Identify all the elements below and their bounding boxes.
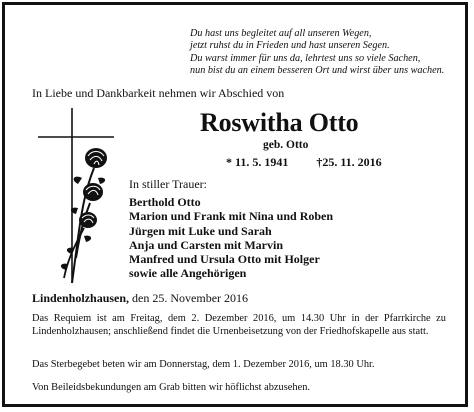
poem-line: Du warst immer für uns da, lehrtest uns so viele Sachen, <box>190 52 421 64</box>
condolence-paragraph: Von Beileidsbekundungen am Grab bitten wir höflichst abzusehen. <box>32 382 310 393</box>
place: Lindenholzhausen, <box>32 291 130 305</box>
place-date <box>32 291 248 306</box>
poem-line: jetzt ruhst du in Frieden und hast unseren Segen. <box>190 40 390 52</box>
maiden-name: geb. Otto <box>263 139 309 151</box>
cross-with-roses-icon <box>38 108 118 288</box>
prayer-paragraph: Das Sterbegebet beten wir am Donnerstag, dem 1. Dezember 2016, um 18.30 Uhr. <box>32 359 375 370</box>
deceased-name: Roswitha Otto <box>200 108 359 137</box>
life-dates <box>226 155 382 170</box>
death-date: †25. 11. 2016 <box>316 155 382 169</box>
mourner-line: Jürgen mit Luke und Sarah <box>129 223 272 238</box>
mourner-line: Manfred und Ursula Otto mit Holger <box>129 252 320 267</box>
poem-line: nun bist du an einem besseren Ort und wirst über uns wachen. <box>190 65 445 77</box>
mourner-line: sowie alle Angehörigen <box>129 266 247 281</box>
birth-date: * 11. 5. 1941 <box>226 155 289 169</box>
poem-line: Du hast uns begleitet auf all unseren Wegen, <box>190 28 372 39</box>
mourner-line: Anja und Carsten mit Marvin <box>129 237 284 252</box>
rose-icon <box>83 183 103 201</box>
mourner-line: Marion und Frank mit Nina und Roben <box>129 209 334 224</box>
date: den 25. November 2016 <box>129 291 249 305</box>
rose-icon <box>85 148 107 168</box>
mourners-list <box>129 195 333 281</box>
mourning-label: In stiller Trauer: <box>129 177 207 191</box>
poem <box>190 28 460 78</box>
intro-text: In Liebe und Dankbarkeit nehmen wir Abschied von <box>32 86 285 100</box>
requiem-paragraph: Das Requiem ist am Freitag, dem 2. Dezember 2016, um 14.30 Uhr in der Pfarrkirche zu Lindenholzhausen; anschließend findet die Urnenbeisetzung von der Friedhofskapelle aus statt. <box>32 313 446 337</box>
mourner-line: Berthold Otto <box>129 195 201 209</box>
rose-icon <box>79 212 97 228</box>
